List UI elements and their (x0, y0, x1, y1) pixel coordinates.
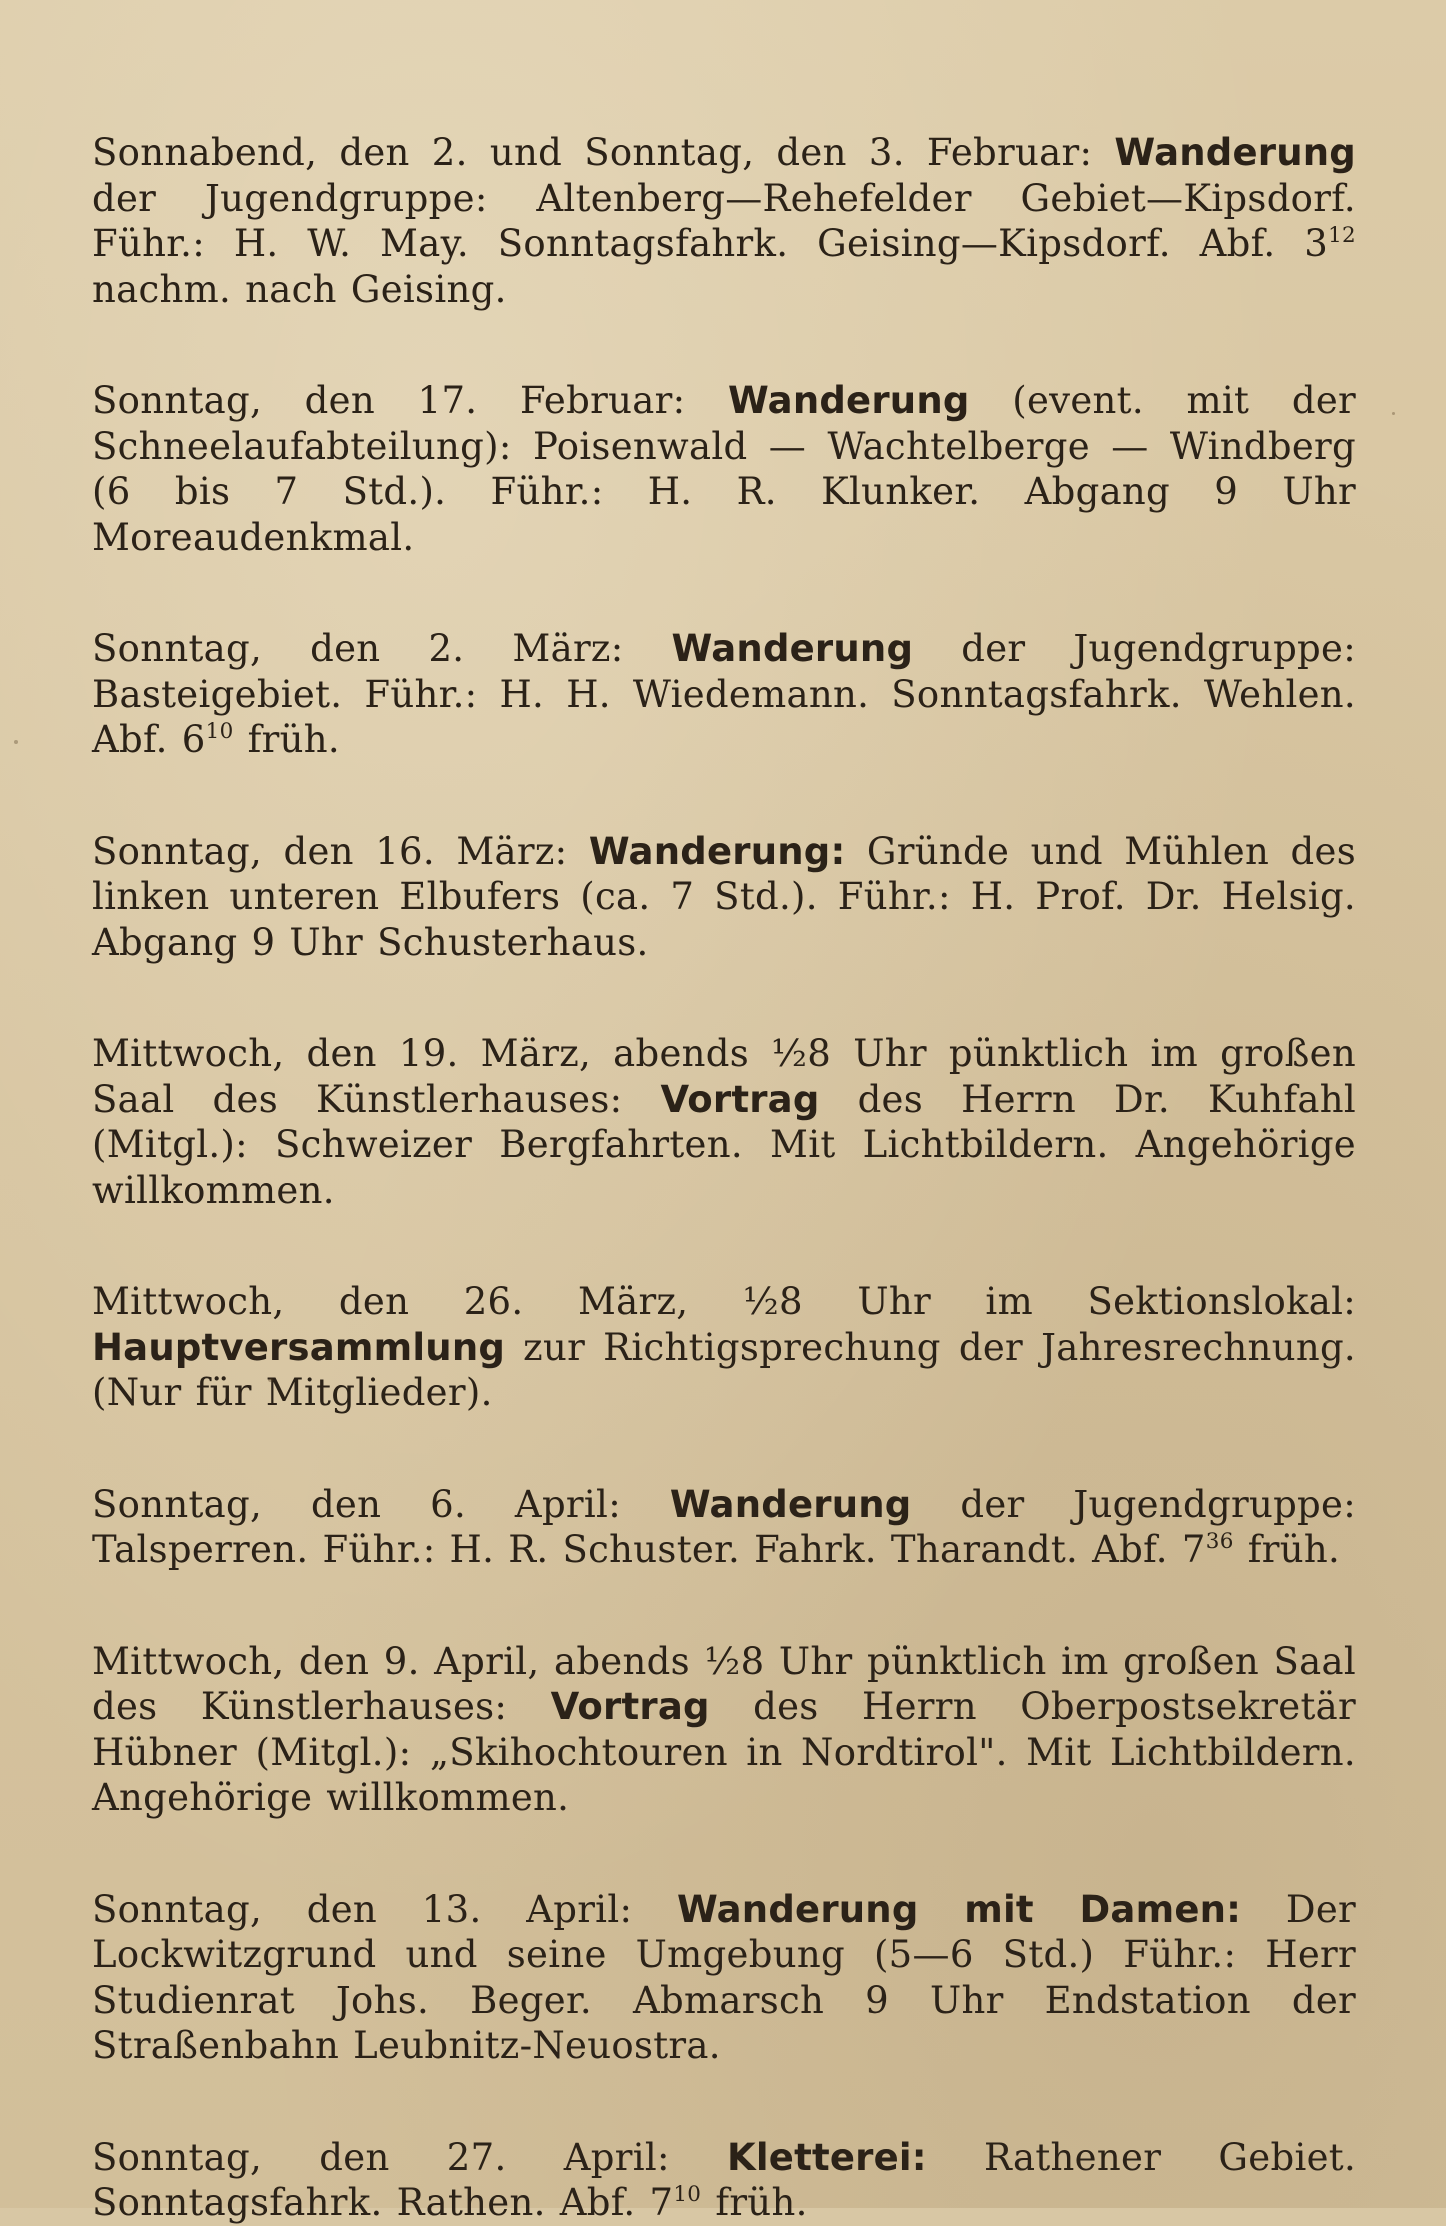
entry-text-end: früh. (1233, 1528, 1341, 1571)
event-type: Vortrag (550, 1685, 710, 1728)
event-type: Wanderung (669, 1482, 912, 1526)
paper-speck (1392, 412, 1395, 415)
entry-text: Der Lockwitzgrund und seine Umgebung (5—6 Std.) Führ.: Herr Studienrat Johs. Beger. Abmarsch 9 Uhr Endstation der Straßenbahn Leubnitz-Neuostra. (92, 1887, 1357, 2067)
entry-text: der Jugendgruppe: Talsperren. Führ.: H. R. Schuster. Fahrk. Tharandt. Abf. 7 (92, 1482, 1357, 1571)
event-type: Wanderung (1114, 131, 1356, 174)
entry-text-end: früh. (233, 718, 340, 761)
entry-date: Sonntag, den 16. März: (92, 829, 568, 873)
event-type: Vortrag (660, 1077, 820, 1121)
entry-date: Sonnabend, den 2. und Sonntag, den 3. Februar: (92, 131, 1093, 174)
entry-text: zur Richtigsprechung der Jahresrechnung. (Nur für Mitglieder). (92, 1325, 1356, 1414)
entry-text: der Jugendgruppe: Basteigebiet. Führ.: H. H. Wiedemann. Sonntagsfahrk. Wehlen. Abf. 6 (92, 627, 1357, 761)
paper-speck (268, 1378, 273, 1382)
entry-text-end: nachm. nach Geising. (92, 267, 507, 311)
entry-date: Sonntag, den 6. April: (92, 1482, 621, 1526)
entry-date: Sonntag, den 13. April: (92, 1887, 633, 1931)
entry-date: Sonntag, den 2. März: (92, 627, 624, 670)
entry-text: (event. mit der Schneelaufabteilung): Poisenwald — Wachtelberge — Windberg (6 bis 7 Std.). Führ.: H. R. Klunker. Abgang 9 Uhr Moreaudenkmal. (92, 379, 1356, 559)
entry-wanderung-6-april (92, 1482, 1356, 1573)
entry-date: Mittwoch, den 9. April, abends ½8 Uhr pünktlich im großen Saal des Künstlerhauses: (92, 1639, 1356, 1728)
entry-text: des Herrn Dr. Kuhfahl (Mitgl.): Schweizer Bergfahrten. Mit Lichtbildern. Angehörige willkommen. (92, 1077, 1356, 1212)
paper-speck (640, 1995, 643, 1998)
entry-date: Mittwoch, den 19. März, abends ½8 Uhr pünktlich im großen Saal des Künstlerhauses: (92, 1032, 1356, 1121)
time-minutes: 10 (673, 2181, 702, 2207)
entry-text: des Herrn Oberpostsekretär Hübner (Mitgl.): „Skihochtouren in Nordtirol". Mit Lichtbildern. Angehörige willkommen. (92, 1685, 1357, 1819)
event-type: Kletterei: (727, 2135, 927, 2179)
time-minutes: 12 (1328, 222, 1356, 248)
paper-speck (14, 740, 18, 744)
event-type: Wanderung (727, 379, 970, 422)
entry-hauptversammlung-26-maerz (92, 1279, 1356, 1416)
entry-date: Sonntag, den 27. April: (92, 2135, 670, 2179)
entry-wanderung-17-februar (92, 378, 1356, 560)
entry-vortrag-9-april (92, 1639, 1356, 1821)
entry-wanderung-13-april (92, 1887, 1356, 2069)
entry-wanderung-16-maerz (92, 829, 1356, 966)
entry-wanderung-3-februar (92, 130, 1356, 312)
event-type: Hauptversammlung (92, 1325, 506, 1369)
entry-text: Gründe und Mühlen des linken unteren Elbufers (ca. 7 Std.). Führ.: H. Prof. Dr. Helsig. Abgang 9 Uhr Schusterhaus. (92, 829, 1357, 964)
event-type: Wanderung: (588, 829, 846, 873)
entry-kletterei-27-april (92, 2135, 1356, 2226)
entry-text: Rathener Gebiet. Sonntagsfahrk. Rathen. Abf. 7 (92, 2135, 1357, 2224)
entry-text: der Jugendgruppe: Altenberg—Rehefelder Gebiet—Kipsdorf. Führ.: H. W. May. Sonntagsfahrk. Geising—Kipsdorf. Abf. 3 (92, 176, 1356, 265)
event-type: Wanderung (671, 627, 914, 670)
entry-date: Sonntag, den 17. Februar: (92, 379, 686, 422)
entry-date: Mittwoch, den 26. März, ½8 Uhr im Sektionslokal: (92, 1280, 1356, 1323)
entry-vortrag-19-maerz (92, 1031, 1356, 1213)
entry-wanderung-2-maerz (92, 626, 1356, 763)
event-type: Wanderung mit Damen: (676, 1887, 1242, 1931)
time-minutes: 36 (1205, 1528, 1234, 1554)
entry-text-end: früh. (701, 2181, 808, 2224)
time-minutes: 10 (205, 718, 234, 744)
